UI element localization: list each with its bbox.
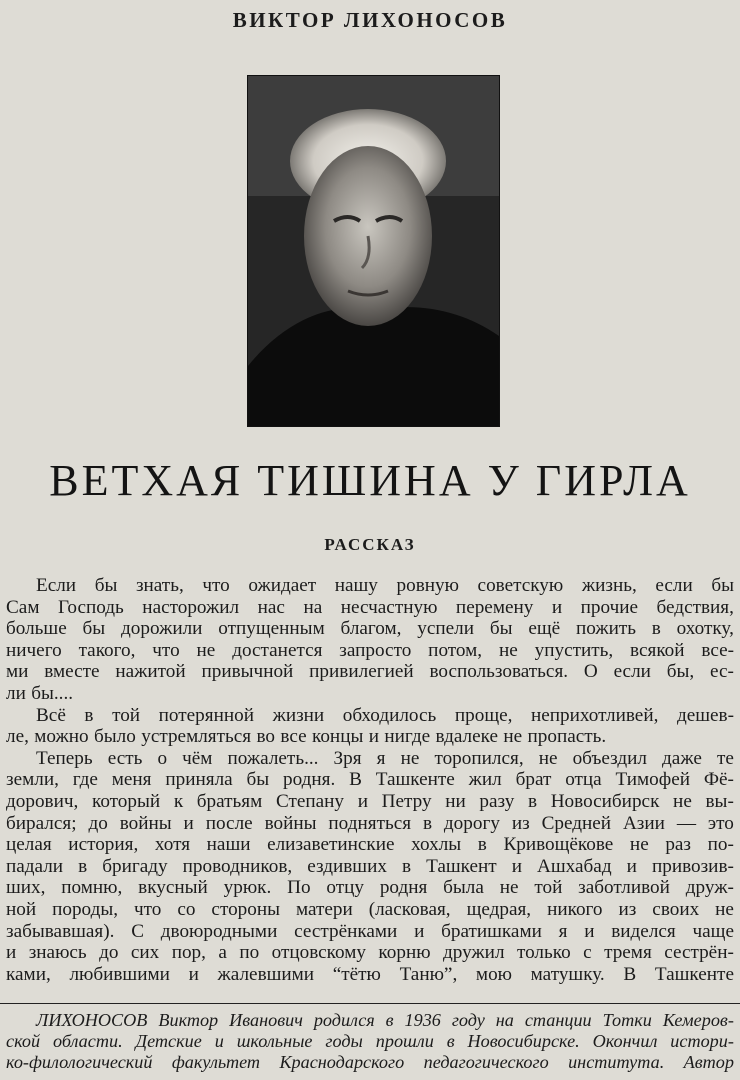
story-line: ле, можно было устремляться во все концы и нигде вдалеке не пропасть. [6,726,607,748]
bio-line: ской области. Детские и школьные годы прошли в Новосибирске. Окончил истори- [6,1031,734,1051]
story-line: ли бы.... [6,682,74,704]
story-line: больше бы дорожили отпущенным благом, успели бы ещё пожить в охотку, [6,618,734,640]
bio-line: ЛИХОНОСОВ Виктор Иванович родился в 1936 году на станции Тотки Кемеров- [36,1010,734,1030]
story-line: ми вместе нажитой привычной привилегией воспользоваться. О если бы, ес- [6,661,734,683]
story-line: забывавшая). С двоюродными сестрёнками и братишками я и виделся чаще [6,920,734,942]
bio-line: ко-филологический факультет Краснодарского педагогического института. Автор [6,1052,734,1072]
story-line: и знаюсь до сих пор, а по отцовскому корню дружил только с тремя сестрён- [6,942,734,964]
story-line: целая история, хотя наши елизаветинские хохлы в Кривощёкове не раз по- [6,834,734,856]
story-line: ной породы, что со стороны матери (ласковая, щедрая, никого из своих не [6,898,734,920]
story-line: Сам Господь насторожил нас на несчастную перемену и прочие бедствия, [6,596,734,618]
story-line: Теперь есть о чём пожалеть... Зря я не торопился, не объездил даже те [36,747,734,769]
author-portrait [247,75,500,427]
story-line: дорович, который к братьям Степану и Петру ни разу в Новосибирск не вы- [6,790,734,812]
story-line: бирался; до войны и после войны подняться в дорогу из Средней Азии — это [6,812,734,834]
story-genre: РАССКАЗ [324,535,416,554]
footnote-divider [0,1003,740,1004]
story-title: ВЕТХАЯ ТИШИНА У ГИРЛА [49,456,691,505]
story-line: Если бы знать, что ожидает нашу ровную советскую жизнь, если бы [36,575,734,596]
portrait-image [248,76,499,426]
story-line: ками, любившими и жалевшими “тётю Таню”, мою матушку. В Ташкенте [6,963,734,985]
author-bio [6,1010,734,1073]
story-line: земли, где меня приняла бы родня. В Ташкенте жил брат отца Тимофей Фё- [6,769,734,791]
story-line: Всё в той потерянной жизни обходилось проще, неприхотливей, дешев- [36,704,734,726]
author-name: ВИКТОР ЛИХОНОСОВ [232,8,508,32]
story-text [6,575,734,985]
story-line: ших, помню, вкусный урюк. По отцу родня была не той заботливой друж- [6,877,734,899]
story-line: падали в бригаду проводников, ездивших в Ташкент и Ашхабад и привозив- [6,855,734,877]
story-line: ничего такого, что не достанется запросто потом, не упустить, всякой все- [6,639,734,661]
